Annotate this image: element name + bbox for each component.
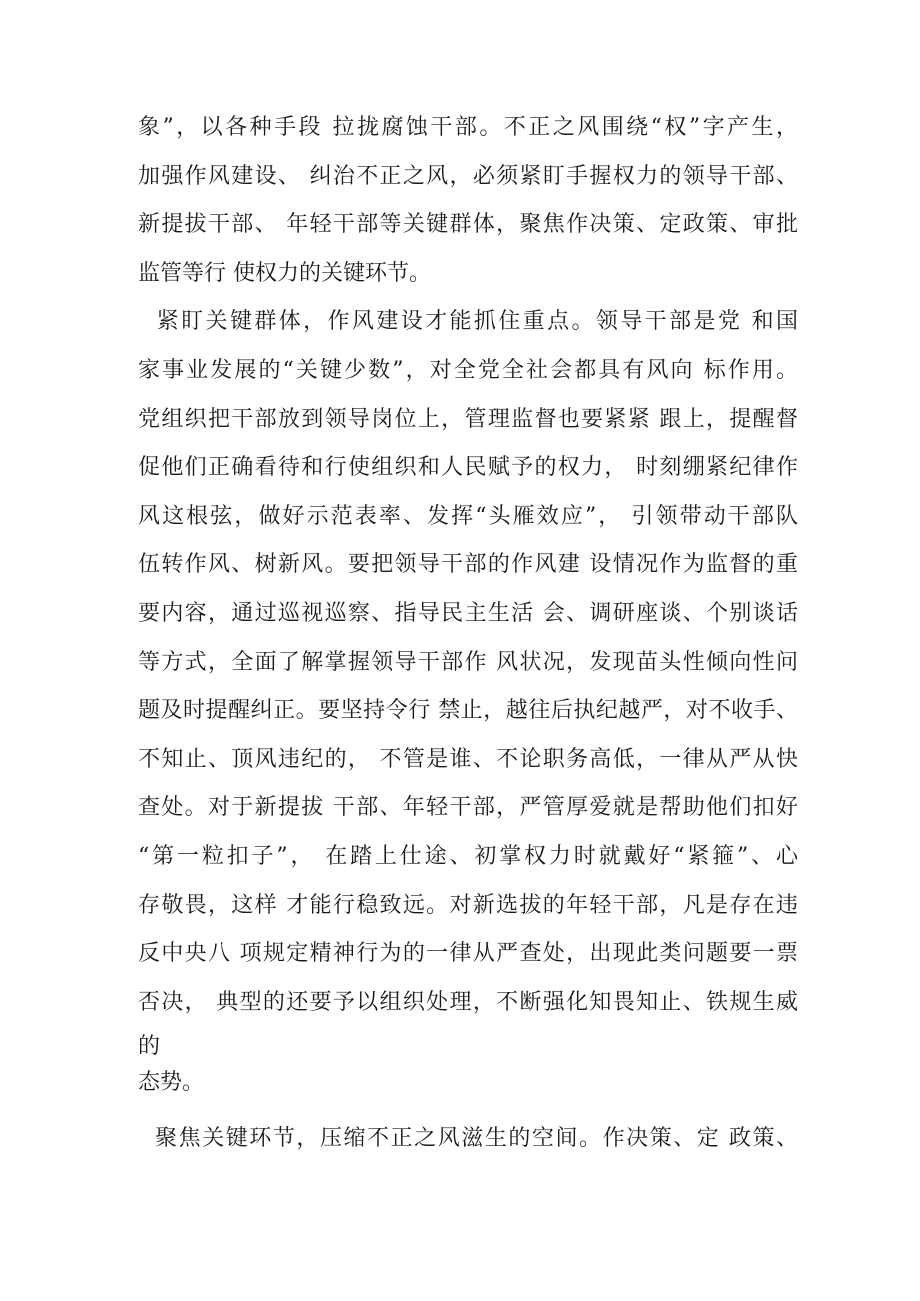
- text-line: 等方式，全面了解掌握领导干部作 风状况，发现苗头性倾向性问: [138, 649, 798, 675]
- text-line: 反中央八 项规定精神行为的一律从严查处，出现此类问题要一票: [138, 941, 798, 967]
- text-line: 家事业发展的“关键少数”，对全党全社会都具有风向 标作用。: [138, 357, 798, 383]
- text-line: 伍转作风、树新风。要把领导干部的作风建 设情况作为监督的重: [138, 552, 798, 578]
- text-line: 党组织把干部放到领导岗位上，管理监督也要紧紧 跟上，提醒督: [138, 406, 798, 432]
- text-line: 要内容，通过巡视巡察、指导民主生活 会、调研座谈、个别谈话: [138, 600, 798, 626]
- text-line: 题及时提醒纠正。要坚持令行 禁止，越往后执纪越严，对不收手、: [138, 698, 798, 724]
- text-line: 否决， 典型的还要予以组织处理，不断强化知畏知止、铁规生威: [138, 989, 798, 1015]
- text-line: 不知止、顶风违纪的， 不管是谁、不论职务高低，一律从严从快: [138, 746, 798, 772]
- text-line: 风这根弦，做好示范表率、发挥“头雁效应”， 引领带动干部队: [138, 503, 798, 529]
- text-line: 新提拔干部、 年轻干部等关键群体，聚焦作决策、定政策、审批: [138, 212, 798, 238]
- text-line: 态势。: [138, 1070, 205, 1096]
- text-line: “第一粒扣子”， 在踏上仕途、初掌权力时就戴好“紧箍”、心: [138, 843, 798, 869]
- text-line: 加强作风建设、 纠治不正之风，必须紧盯手握权力的领导干部、: [138, 163, 798, 189]
- body-text: [138, 104, 798, 1164]
- text-line: 存敬畏，这样 才能行稳致远。对新选拔的年轻干部，凡是存在违: [138, 892, 798, 918]
- text-line: 监管等行 使权力的关键环节。: [138, 260, 431, 286]
- text-line: 的: [138, 1034, 161, 1060]
- text-line: 象”，以各种手段 拉拢腐蚀干部。不正之风围绕“权”字产生，: [138, 115, 798, 140]
- text-line: 促他们正确看待和行使组织和人民赋予的权力， 时刻绷紧纪律作: [138, 455, 798, 481]
- text-line: 紧盯关键群体，作风建设才能抓住重点。领导干部是党 和国: [138, 309, 798, 335]
- text-line: 查处。对于新提拔 干部、年轻干部，严管厚爱就是帮助他们扣好: [138, 795, 798, 821]
- text-line: 聚焦关键环节，压缩不正之风滋生的空间。作决策、定 政策、: [138, 1126, 798, 1152]
